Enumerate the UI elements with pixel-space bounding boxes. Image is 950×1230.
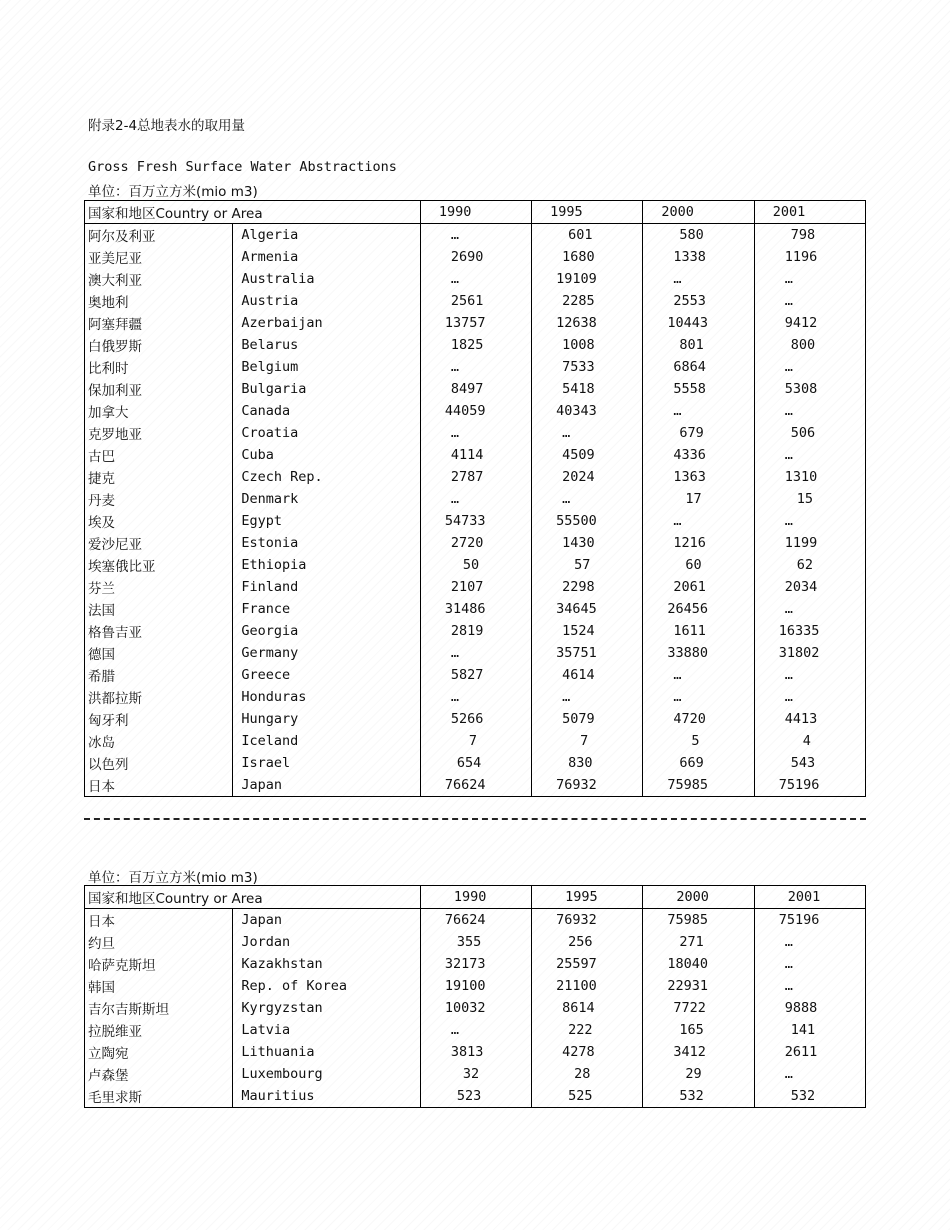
value-cell-1995: 4614 (532, 664, 643, 686)
value-cell-1990: 523 (420, 1085, 531, 1108)
value-cell-2001: … (754, 290, 865, 312)
country-column-header: 国家和地区Country or Area (85, 886, 421, 909)
value-cell-2000: 532 (643, 1085, 754, 1108)
country-name-en: Hungary (233, 708, 420, 730)
value-cell-1990: … (420, 1019, 531, 1041)
value-cell-1995: 1008 (532, 334, 643, 356)
value-cell-2001: … (754, 444, 865, 466)
value-cell-2000: 7722 (643, 997, 754, 1019)
value-cell-1995: 12638 (532, 312, 643, 334)
country-name-en: Kyrgyzstan (233, 997, 420, 1019)
value-cell-1990: 8497 (420, 378, 531, 400)
value-cell-1995: 19109 (532, 268, 643, 290)
value-cell-2001: 31802 (754, 642, 865, 664)
value-cell-2000: 17 (643, 488, 754, 510)
value-cell-1990: 32173 (420, 953, 531, 975)
value-cell-1990: 7 (420, 730, 531, 752)
country-name-zh: 卢森堡 (88, 1068, 129, 1084)
country-name-zh: 德国 (88, 647, 115, 663)
value-cell-1990: 2720 (420, 532, 531, 554)
country-name-zh: 法国 (88, 603, 115, 619)
value-cell-2000: 75985 (643, 909, 754, 932)
value-cell-1990: 76624 (420, 774, 531, 797)
value-cell-2000: 3412 (643, 1041, 754, 1063)
country-name-en: Japan (233, 909, 420, 932)
value-cell-1990: 654 (420, 752, 531, 774)
value-cell-1995: 601 (532, 224, 643, 247)
table-row (85, 312, 866, 334)
value-cell-2000: 1363 (643, 466, 754, 488)
value-cell-2001: 4413 (754, 708, 865, 730)
country-name-zh: 奥地利 (88, 295, 129, 311)
value-cell-1995: … (532, 488, 643, 510)
value-cell-2000: 60 (643, 554, 754, 576)
unit-label-2: 单位：百万立方米(mio m3) (88, 870, 258, 886)
value-cell-2000: … (643, 510, 754, 532)
table-row (85, 334, 866, 356)
value-cell-2001: 798 (754, 224, 865, 247)
table-row (85, 997, 866, 1019)
table-header-row (85, 201, 866, 224)
value-cell-1990: … (420, 488, 531, 510)
value-cell-1990: 1825 (420, 334, 531, 356)
country-name-zh: 阿尔及利亚 (88, 229, 156, 245)
country-name-en: Denmark (233, 488, 420, 510)
country-name-en: Canada (233, 400, 420, 422)
country-name-zh: 克罗地亚 (88, 427, 142, 443)
data-table-section-2 (84, 885, 866, 1108)
value-cell-2000: 4720 (643, 708, 754, 730)
value-cell-1995: 5418 (532, 378, 643, 400)
value-cell-2001: 141 (754, 1019, 865, 1041)
value-cell-1995: 40343 (532, 400, 643, 422)
value-cell-1995: 4509 (532, 444, 643, 466)
table-row (85, 931, 866, 953)
table-row (85, 598, 866, 620)
value-cell-1990: … (420, 642, 531, 664)
country-name-zh: 毛里求斯 (88, 1090, 142, 1106)
year-header-2001: 2001 (754, 201, 865, 224)
table-row (85, 686, 866, 708)
value-cell-1995: 5079 (532, 708, 643, 730)
value-cell-2001: … (754, 510, 865, 532)
value-cell-2000: 1338 (643, 246, 754, 268)
country-name-zh: 立陶宛 (88, 1046, 129, 1062)
value-cell-1995: 21100 (532, 975, 643, 997)
country-name-zh: 埃塞俄比亚 (88, 559, 156, 575)
country-name-zh: 希腊 (88, 669, 115, 685)
value-cell-2001: … (754, 686, 865, 708)
country-name-zh: 加拿大 (88, 405, 129, 421)
value-cell-2001: 506 (754, 422, 865, 444)
country-name-en: Bulgaria (233, 378, 420, 400)
page-break-divider (84, 818, 866, 820)
value-cell-2001: … (754, 953, 865, 975)
value-cell-2001: … (754, 931, 865, 953)
value-cell-2001: 1310 (754, 466, 865, 488)
table-row (85, 378, 866, 400)
value-cell-1990: 50 (420, 554, 531, 576)
country-name-zh: 日本 (88, 914, 115, 930)
value-cell-2000: 18040 (643, 953, 754, 975)
value-cell-1995: 830 (532, 752, 643, 774)
table-header-row (85, 886, 866, 909)
table-row (85, 576, 866, 598)
value-cell-1990: 5827 (420, 664, 531, 686)
value-cell-2000: … (643, 400, 754, 422)
value-cell-1995: … (532, 686, 643, 708)
table-row (85, 975, 866, 997)
value-cell-1995: 222 (532, 1019, 643, 1041)
value-cell-1990: 76624 (420, 909, 531, 932)
data-table-section-1 (84, 200, 866, 797)
country-name-zh: 匈牙利 (88, 713, 129, 729)
country-name-en: Greece (233, 664, 420, 686)
country-name-zh: 洪都拉斯 (88, 691, 142, 707)
value-cell-1990: … (420, 224, 531, 247)
value-cell-2001: 543 (754, 752, 865, 774)
country-name-en: Georgia (233, 620, 420, 642)
value-cell-2000: 6864 (643, 356, 754, 378)
value-cell-2001: … (754, 400, 865, 422)
value-cell-2000: 5558 (643, 378, 754, 400)
page-subtitle: Gross Fresh Surface Water Abstractions (88, 159, 397, 175)
value-cell-1990: … (420, 686, 531, 708)
country-name-en: Belgium (233, 356, 420, 378)
table-row (85, 268, 866, 290)
value-cell-2001: 532 (754, 1085, 865, 1108)
value-cell-1990: 44059 (420, 400, 531, 422)
value-cell-1995: 256 (532, 931, 643, 953)
value-cell-2000: 10443 (643, 312, 754, 334)
value-cell-2000: … (643, 664, 754, 686)
year-header-1995: 1995 (532, 886, 643, 909)
value-cell-2000: … (643, 268, 754, 290)
value-cell-2000: 1216 (643, 532, 754, 554)
value-cell-2001: … (754, 356, 865, 378)
table-row (85, 246, 866, 268)
value-cell-1995: 35751 (532, 642, 643, 664)
country-name-en: Austria (233, 290, 420, 312)
value-cell-2000: 29 (643, 1063, 754, 1085)
value-cell-2001: 16335 (754, 620, 865, 642)
value-cell-2000: … (643, 686, 754, 708)
value-cell-2001: 75196 (754, 909, 865, 932)
value-cell-2001: 75196 (754, 774, 865, 797)
table-row (85, 620, 866, 642)
value-cell-2000: 5 (643, 730, 754, 752)
country-name-zh: 保加利亚 (88, 383, 142, 399)
table-row (85, 774, 866, 797)
year-header-2000: 2000 (643, 201, 754, 224)
value-cell-1990: … (420, 268, 531, 290)
value-cell-1995: 34645 (532, 598, 643, 620)
country-column-header: 国家和地区Country or Area (85, 201, 421, 224)
country-name-en: Croatia (233, 422, 420, 444)
country-name-en: Azerbaijan (233, 312, 420, 334)
country-name-en: Germany (233, 642, 420, 664)
value-cell-1990: 32 (420, 1063, 531, 1085)
value-cell-1995: 76932 (532, 909, 643, 932)
value-cell-2001: 2034 (754, 576, 865, 598)
table-row (85, 444, 866, 466)
value-cell-2000: 4336 (643, 444, 754, 466)
country-name-zh: 捷克 (88, 471, 115, 487)
value-cell-2001: … (754, 268, 865, 290)
value-cell-1990: 13757 (420, 312, 531, 334)
country-name-en: Algeria (233, 224, 420, 247)
page-title: 附录2-4总地表水的取用量 (88, 118, 246, 134)
value-cell-2000: 801 (643, 334, 754, 356)
table-row (85, 1085, 866, 1108)
table-row (85, 1063, 866, 1085)
value-cell-1990: 2107 (420, 576, 531, 598)
value-cell-2000: 26456 (643, 598, 754, 620)
table-row (85, 422, 866, 444)
country-name-en: Egypt (233, 510, 420, 532)
value-cell-1995: 2298 (532, 576, 643, 598)
country-name-zh: 冰岛 (88, 735, 115, 751)
country-name-en: Finland (233, 576, 420, 598)
value-cell-2001: 1199 (754, 532, 865, 554)
country-name-en: Cuba (233, 444, 420, 466)
table-row (85, 752, 866, 774)
country-name-en: Kazakhstan (233, 953, 420, 975)
value-cell-1990: 10032 (420, 997, 531, 1019)
country-name-zh: 吉尔吉斯斯坦 (88, 1002, 169, 1018)
country-name-en: Jordan (233, 931, 420, 953)
value-cell-2000: 669 (643, 752, 754, 774)
table-row (85, 730, 866, 752)
country-name-zh: 比利时 (88, 361, 129, 377)
value-cell-1990: 5266 (420, 708, 531, 730)
value-cell-1995: 76932 (532, 774, 643, 797)
value-cell-1990: 2690 (420, 246, 531, 268)
country-name-en: France (233, 598, 420, 620)
value-cell-2001: 2611 (754, 1041, 865, 1063)
country-name-en: Luxembourg (233, 1063, 420, 1085)
value-cell-2001: 800 (754, 334, 865, 356)
value-cell-2001: 62 (754, 554, 865, 576)
country-name-en: Belarus (233, 334, 420, 356)
value-cell-2001: 5308 (754, 378, 865, 400)
value-cell-1995: 7 (532, 730, 643, 752)
table-row (85, 1041, 866, 1063)
value-cell-1990: 19100 (420, 975, 531, 997)
table-row (85, 554, 866, 576)
table-row (85, 290, 866, 312)
country-name-zh: 白俄罗斯 (88, 339, 142, 355)
country-name-zh: 拉脱维亚 (88, 1024, 142, 1040)
value-cell-2000: 2061 (643, 576, 754, 598)
country-name-en: Armenia (233, 246, 420, 268)
unit-label: 单位：百万立方米(mio m3) (88, 184, 258, 200)
value-cell-2001: 9412 (754, 312, 865, 334)
value-cell-2001: 1196 (754, 246, 865, 268)
country-name-en: Honduras (233, 686, 420, 708)
year-header-2000: 2000 (643, 886, 754, 909)
country-name-zh: 丹麦 (88, 493, 115, 509)
value-cell-2000: 1611 (643, 620, 754, 642)
value-cell-1995: 55500 (532, 510, 643, 532)
country-name-zh: 芬兰 (88, 581, 115, 597)
table-row (85, 510, 866, 532)
country-name-en: Mauritius (233, 1085, 420, 1108)
value-cell-1990: … (420, 422, 531, 444)
value-cell-2000: 679 (643, 422, 754, 444)
table-row (85, 664, 866, 686)
value-cell-1990: 4114 (420, 444, 531, 466)
country-name-zh: 哈萨克斯坦 (88, 958, 156, 974)
value-cell-1995: 1430 (532, 532, 643, 554)
table-row (85, 488, 866, 510)
value-cell-2001: … (754, 1063, 865, 1085)
value-cell-1995: 25597 (532, 953, 643, 975)
value-cell-1995: … (532, 422, 643, 444)
country-name-en: Latvia (233, 1019, 420, 1041)
value-cell-1995: 2285 (532, 290, 643, 312)
country-name-en: Czech Rep. (233, 466, 420, 488)
value-cell-1990: 54733 (420, 510, 531, 532)
country-name-en: Lithuania (233, 1041, 420, 1063)
value-cell-1990: 2787 (420, 466, 531, 488)
value-cell-1995: 57 (532, 554, 643, 576)
value-cell-1995: 1524 (532, 620, 643, 642)
country-name-zh: 以色列 (88, 757, 129, 773)
value-cell-1990: 2561 (420, 290, 531, 312)
table-row (85, 224, 866, 247)
country-name-en: Israel (233, 752, 420, 774)
value-cell-1990: 2819 (420, 620, 531, 642)
country-name-en: Australia (233, 268, 420, 290)
value-cell-1995: 7533 (532, 356, 643, 378)
country-name-zh: 亚美尼亚 (88, 251, 142, 267)
value-cell-1995: 8614 (532, 997, 643, 1019)
year-header-1990: 1990 (420, 886, 531, 909)
year-header-2001: 2001 (754, 886, 865, 909)
value-cell-2001: 15 (754, 488, 865, 510)
value-cell-1995: 2024 (532, 466, 643, 488)
value-cell-1990: … (420, 356, 531, 378)
value-cell-2000: 165 (643, 1019, 754, 1041)
value-cell-2001: 4 (754, 730, 865, 752)
value-cell-1990: 31486 (420, 598, 531, 620)
value-cell-1995: 28 (532, 1063, 643, 1085)
value-cell-2000: 2553 (643, 290, 754, 312)
country-name-zh: 古巴 (88, 449, 115, 465)
table-row (85, 708, 866, 730)
value-cell-2001: … (754, 975, 865, 997)
table-row (85, 642, 866, 664)
country-name-en: Iceland (233, 730, 420, 752)
country-name-zh: 日本 (88, 779, 115, 795)
country-name-zh: 韩国 (88, 980, 115, 996)
country-name-en: Japan (233, 774, 420, 797)
value-cell-2001: 9888 (754, 997, 865, 1019)
value-cell-2000: 75985 (643, 774, 754, 797)
year-header-1990: 1990 (420, 201, 531, 224)
country-name-zh: 阿塞拜疆 (88, 317, 142, 333)
year-header-1995: 1995 (532, 201, 643, 224)
value-cell-2001: … (754, 598, 865, 620)
value-cell-1995: 525 (532, 1085, 643, 1108)
value-cell-1990: 355 (420, 931, 531, 953)
country-name-en: Rep. of Korea (233, 975, 420, 997)
value-cell-2000: 22931 (643, 975, 754, 997)
country-name-zh: 爱沙尼亚 (88, 537, 142, 553)
table-row (85, 466, 866, 488)
value-cell-2000: 580 (643, 224, 754, 247)
value-cell-1995: 4278 (532, 1041, 643, 1063)
country-name-zh: 埃及 (88, 515, 115, 531)
value-cell-2000: 271 (643, 931, 754, 953)
table-row (85, 356, 866, 378)
table-row (85, 532, 866, 554)
table-row (85, 400, 866, 422)
value-cell-1995: 1680 (532, 246, 643, 268)
table-row (85, 909, 866, 932)
value-cell-2001: … (754, 664, 865, 686)
country-name-zh: 格鲁吉亚 (88, 625, 142, 641)
table-row (85, 953, 866, 975)
country-name-zh: 澳大利亚 (88, 273, 142, 289)
value-cell-2000: 33880 (643, 642, 754, 664)
value-cell-1990: 3813 (420, 1041, 531, 1063)
table-row (85, 1019, 866, 1041)
country-name-en: Ethiopia (233, 554, 420, 576)
country-name-en: Estonia (233, 532, 420, 554)
country-name-zh: 约旦 (88, 936, 115, 952)
